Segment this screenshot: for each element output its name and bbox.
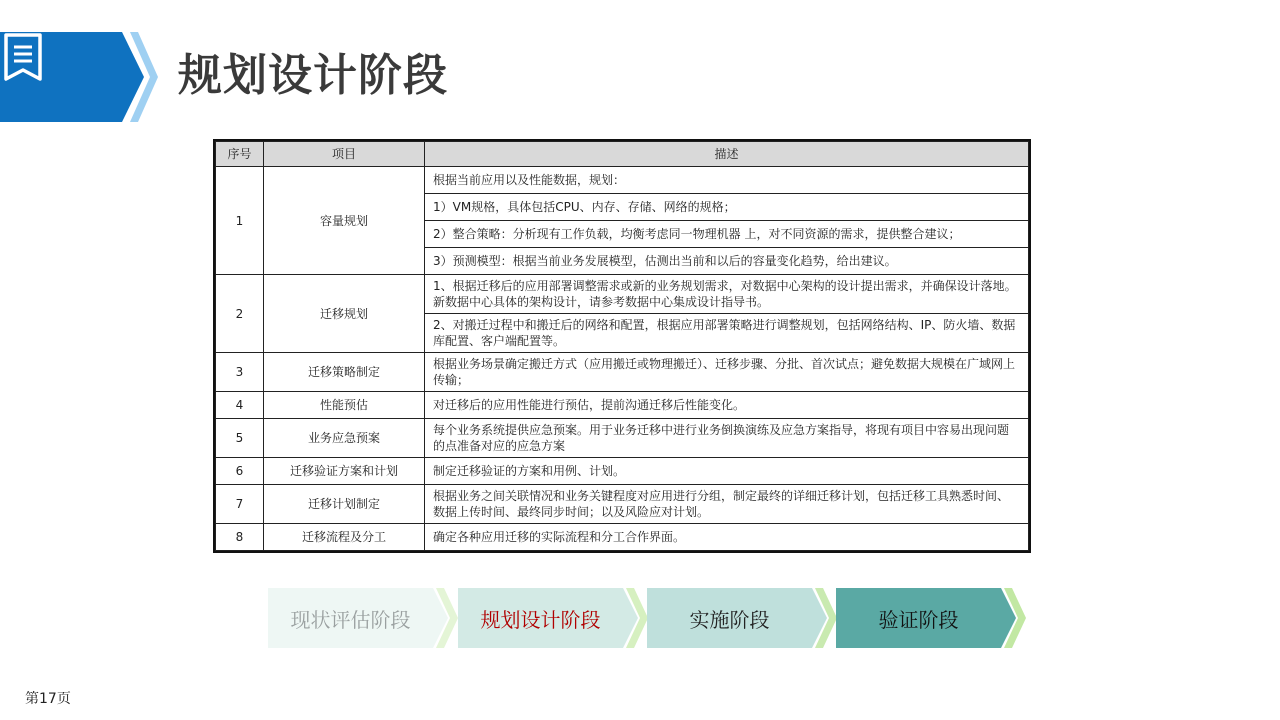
row-item: 性能预估	[264, 392, 425, 419]
table-row	[216, 524, 1029, 551]
row-desc: 根据业务之间关联情况和业务关键程度对应用进行分组，制定最终的详细迁移计划，包括迁移工具熟悉时间、数据上传时间、最终同步时间；以及风险应对计划。	[425, 485, 1029, 524]
row-index: 2	[216, 275, 264, 353]
row-desc: 2、对搬迁过程中和搬迁后的网络和配置，根据应用部署策略进行调整规划，包括网络结构、IP、防火墙、数据库配置、客户端配置等。	[425, 314, 1029, 353]
header-band	[0, 32, 158, 122]
header-desc: 描述	[425, 142, 1029, 167]
planning-table	[213, 139, 1031, 553]
page-number: 第17页	[25, 691, 71, 707]
table-row	[216, 353, 1029, 392]
row-item: 容量规划	[264, 167, 425, 275]
row-desc: 制定迁移验证的方案和用例、计划。	[425, 458, 1029, 485]
row-index: 3	[216, 353, 264, 392]
flow-step-label: 规划设计阶段	[480, 607, 601, 632]
table-row	[216, 419, 1029, 458]
table-row	[216, 458, 1029, 485]
row-desc: 根据业务场景确定搬迁方式（应用搬迁或物理搬迁）、迁移步骤、分批、首次试点；避免数据大规模在广域网上传输；	[425, 353, 1029, 392]
row-index: 6	[216, 458, 264, 485]
row-desc: 根据当前应用以及性能数据，规划：	[425, 167, 1029, 194]
document-icon	[0, 32, 46, 84]
page-title: 规划设计阶段	[178, 50, 448, 101]
row-index: 5	[216, 419, 264, 458]
row-item: 迁移流程及分工	[264, 524, 425, 551]
row-desc: 3）预测模型：根据当前业务发展模型，估测出当前和以后的容量变化趋势，给出建议。	[425, 248, 1029, 275]
row-item: 迁移计划制定	[264, 485, 425, 524]
table-row	[216, 167, 1029, 194]
row-index: 8	[216, 524, 264, 551]
table-row	[216, 485, 1029, 524]
row-index: 7	[216, 485, 264, 524]
row-desc: 每个业务系统提供应急预案。用于业务迁移中进行业务倒换演练及应急方案指导，将现有项目中容易出现问题的点准备对应的应急方案	[425, 419, 1029, 458]
row-index: 4	[216, 392, 264, 419]
header-item: 项目	[264, 142, 425, 167]
row-item: 迁移规划	[264, 275, 425, 353]
flow-step-label: 实施阶段	[689, 607, 770, 632]
row-desc: 1、根据迁移后的应用部署调整需求或新的业务规划需求，对数据中心架构的设计提出需求，并确保设计落地。新数据中心具体的架构设计，请参考数据中心集成设计指导书。	[425, 275, 1029, 314]
flow-step-label: 现状评估阶段	[290, 607, 411, 632]
row-desc: 确定各种应用迁移的实际流程和分工合作界面。	[425, 524, 1029, 551]
row-item: 迁移验证方案和计划	[264, 458, 425, 485]
row-item: 业务应急预案	[264, 419, 425, 458]
table-row	[216, 275, 1029, 314]
row-desc: 1）VM规格，具体包括CPU、内存、存储、网络的规格；	[425, 194, 1029, 221]
row-index: 1	[216, 167, 264, 275]
header-index: 序号	[216, 142, 264, 167]
row-desc: 对迁移后的应用性能进行预估，提前沟通迁移后性能变化。	[425, 392, 1029, 419]
row-desc: 2）整合策略：分析现有工作负载，均衡考虑同一物理机器 上，对不同资源的需求，提供整合建议；	[425, 221, 1029, 248]
row-item: 迁移策略制定	[264, 353, 425, 392]
flow-step-label: 验证阶段	[878, 607, 959, 632]
process-flow	[268, 588, 1028, 648]
table-row	[216, 392, 1029, 419]
